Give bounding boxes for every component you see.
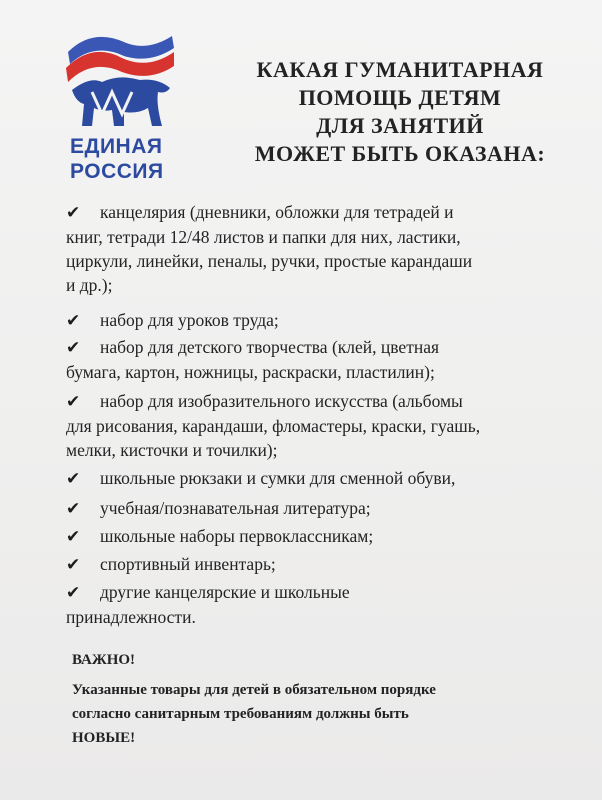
- logo-text-line2: РОССИЯ: [70, 160, 164, 183]
- checkmark-icon: ✔: [66, 555, 81, 575]
- item-text: мелки, кисточки и точилки);: [66, 440, 278, 460]
- important-line: согласно санитарным требованиям должны быть: [72, 706, 409, 722]
- list-item: [66, 335, 578, 384]
- party-logo: [62, 30, 182, 190]
- item-text: циркули, линейки, пеналы, ручки, простые карандаши: [66, 251, 473, 271]
- checkmark-icon: ✔: [66, 583, 81, 603]
- list-item: [66, 552, 578, 577]
- item-text: набор для уроков труда;: [100, 310, 279, 330]
- checkmark-icon: ✔: [66, 203, 81, 223]
- list-item: [66, 524, 578, 549]
- logo-text-line1: ЕДИНАЯ: [70, 135, 163, 158]
- important-line: Указанные товары для детей в обязательном порядке: [72, 682, 436, 698]
- item-text: учебная/познавательная литература;: [100, 498, 371, 518]
- item-text: другие канцелярские и школьные: [100, 582, 350, 602]
- title-line: КАКАЯ ГУМАНИТАРНАЯ: [256, 57, 544, 82]
- item-text: школьные наборы первоклассникам;: [100, 526, 374, 546]
- list-item: [66, 389, 578, 462]
- item-text: школьные рюкзаки и сумки для сменной обуви,: [100, 468, 456, 488]
- list-item: [66, 496, 578, 521]
- item-text: для рисования, карандаши, фломастеры, краски, гуашь,: [66, 416, 481, 436]
- checkmark-icon: ✔: [66, 338, 81, 358]
- checkmark-icon: ✔: [66, 499, 81, 519]
- title-line: МОЖЕТ БЫТЬ ОКАЗАНА:: [254, 141, 546, 166]
- item-text: спортивный инвентарь;: [100, 554, 276, 574]
- checkmark-icon: ✔: [66, 469, 81, 489]
- flag-bear-emblem: [62, 30, 182, 135]
- list-item: [66, 580, 578, 629]
- item-text: канцелярия (дневники, обложки для тетрадей и: [100, 202, 454, 222]
- item-text: принадлежности.: [66, 607, 196, 627]
- list-item: [66, 466, 578, 491]
- item-text: набор для изобразительного искусства (альбомы: [100, 391, 463, 411]
- checkmark-icon: ✔: [66, 311, 81, 331]
- checkmark-icon: ✔: [66, 392, 81, 412]
- list-item: [66, 308, 578, 333]
- item-text: и др.);: [66, 275, 113, 295]
- important-heading: ВАЖНО!: [72, 652, 136, 668]
- checkmark-icon: ✔: [66, 527, 81, 547]
- item-text: книг, тетради 12/48 листов и папки для них, ластики,: [66, 227, 461, 247]
- page-title: [220, 56, 580, 168]
- important-note: [72, 648, 582, 750]
- title-line: ПОМОЩЬ ДЕТЯМ: [298, 85, 502, 110]
- item-text: набор для детского творчества (клей, цветная: [100, 337, 440, 357]
- title-line: ДЛЯ ЗАНЯТИЙ: [316, 113, 484, 138]
- list-item: [66, 200, 578, 297]
- item-text: бумага, картон, ножницы, раскраски, пластилин);: [66, 362, 435, 382]
- important-line: НОВЫЕ!: [72, 730, 136, 746]
